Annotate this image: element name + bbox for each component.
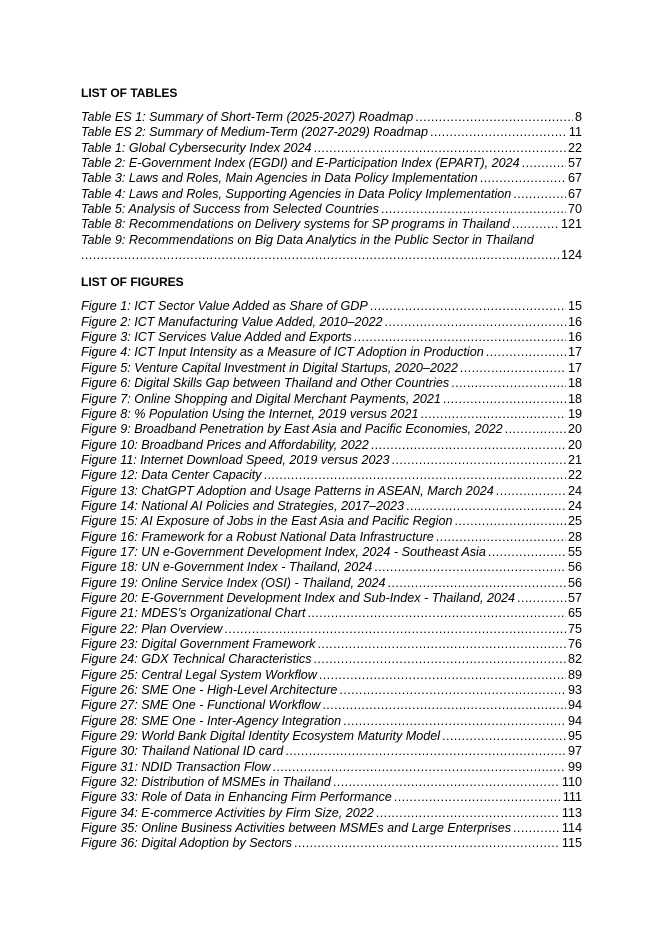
toc-entry-page: 11 <box>568 125 582 140</box>
toc-entry-title: Figure 13: ChatGPT Adoption and Usage Patterns in ASEAN, March 2024 <box>81 483 494 498</box>
dot-leader <box>513 187 566 202</box>
dot-leader <box>496 484 566 499</box>
dot-leader <box>376 806 560 821</box>
dot-leader <box>415 110 573 125</box>
toc-entry-page: 56 <box>567 575 582 590</box>
toc-entry-title: Figure 28: SME One - Inter-Agency Integration <box>81 713 342 728</box>
toc-entry-page: 111 <box>562 790 582 805</box>
toc-entry-page: 93 <box>567 683 582 698</box>
list-of-tables-heading: LIST OF TABLES <box>81 86 178 100</box>
dot-leader <box>505 422 566 437</box>
toc-entry-page: 76 <box>567 637 582 651</box>
dot-leader <box>406 499 566 514</box>
dot-leader <box>455 514 566 529</box>
toc-entry-title: Figure 29: World Bank Digital Identity Ecosystem Maturity Model <box>81 729 441 744</box>
toc-entry-title: Figure 25: Central Legal System Workflow <box>81 667 317 682</box>
toc-entry-title: Table ES 1: Summary of Short-Term (2025-2027) Roadmap <box>81 110 414 124</box>
dot-leader <box>522 156 566 171</box>
toc-entry[interactable] <box>81 499 582 514</box>
toc-entry-page: 28 <box>567 529 582 544</box>
toc-entry[interactable] <box>81 668 582 683</box>
toc-entry-page: 21 <box>567 452 582 467</box>
toc-entry-page: 67 <box>567 186 582 201</box>
toc-entry-title: Table 4: Laws and Roles, Supporting Agencies in Data Policy Implementation <box>81 186 512 201</box>
toc-entry-page: 97 <box>567 744 582 759</box>
toc-entry-page: 57 <box>567 156 582 171</box>
toc-entry-title: Figure 23: Digital Government Framework <box>81 637 316 651</box>
dot-leader <box>314 141 566 156</box>
dot-leader <box>442 729 566 744</box>
toc-entry-title: Figure 12: Data Center Capacity <box>81 468 262 483</box>
dot-leader <box>307 606 566 621</box>
dot-leader <box>343 714 566 729</box>
toc-entry[interactable] <box>81 652 582 667</box>
document-page <box>81 86 582 852</box>
toc-entry-page: 19 <box>567 406 582 421</box>
toc-entry-title: Figure 30: Thailand National ID card <box>81 744 284 759</box>
dot-leader <box>385 315 566 330</box>
toc-entry-leader-line <box>81 248 582 263</box>
toc-entry-title: Figure 7: Online Shopping and Digital Merchant Payments, 2021 <box>81 391 441 406</box>
dot-leader <box>480 171 566 186</box>
toc-entry[interactable] <box>81 422 582 437</box>
toc-entry[interactable] <box>81 683 582 698</box>
toc-entry-title: Figure 2: ICT Manufacturing Value Added, 2010–2022 <box>81 314 383 329</box>
toc-entry-title: Figure 32: Distribution of MSMEs in Thailand <box>81 775 331 790</box>
toc-entry-title: Figure 26: SME One - High-Level Architecture <box>81 683 338 698</box>
toc-entry-page: 8 <box>574 110 582 124</box>
toc-entry[interactable] <box>81 233 582 264</box>
dot-leader <box>319 668 566 683</box>
toc-entry-title: Figure 1: ICT Sector Value Added as Share of GDP <box>81 299 368 314</box>
toc-entry-page: 24 <box>567 498 582 513</box>
toc-entry-page: 18 <box>567 376 582 391</box>
toc-entry[interactable] <box>81 729 582 744</box>
toc-entry-title: Table 8: Recommendations on Delivery systems for SP programs in Thailand <box>81 217 510 232</box>
dot-leader <box>374 560 566 575</box>
toc-entry[interactable] <box>81 836 582 851</box>
toc-entry[interactable] <box>81 141 582 156</box>
toc-entry[interactable] <box>81 698 582 713</box>
dot-leader <box>513 821 560 836</box>
dot-leader <box>420 407 566 422</box>
toc-entry[interactable] <box>81 560 582 575</box>
toc-entry[interactable] <box>81 361 582 376</box>
toc-entry-page: 110 <box>561 775 582 790</box>
toc-entry-page: 94 <box>567 713 582 728</box>
toc-entry[interactable] <box>81 438 582 453</box>
toc-entry[interactable] <box>81 530 582 545</box>
toc-entry[interactable] <box>81 407 582 422</box>
toc-entry-page: 57 <box>567 590 582 605</box>
dot-leader <box>354 330 566 345</box>
toc-entry[interactable] <box>81 392 582 407</box>
dot-leader <box>443 392 566 407</box>
toc-entry[interactable] <box>81 187 582 202</box>
toc-entry[interactable] <box>81 125 582 140</box>
toc-entry-title: Figure 33: Role of Data in Enhancing Firm Performance <box>81 790 392 805</box>
toc-entry[interactable] <box>81 606 582 621</box>
toc-entry-page: 17 <box>567 360 582 375</box>
dot-leader <box>436 530 566 545</box>
toc-entry-page: 65 <box>567 606 582 621</box>
dot-leader <box>294 836 560 851</box>
dot-leader <box>333 775 560 790</box>
toc-entry-title: Figure 35: Online Business Activities between MSMEs and Large Enterprises <box>81 821 512 836</box>
toc-entry[interactable] <box>81 545 582 560</box>
toc-entry-title: Figure 18: UN e-Government Index - Thailand, 2024 <box>81 560 373 575</box>
toc-entry-title: Figure 3: ICT Services Value Added and Exports <box>81 330 352 345</box>
toc-entry[interactable] <box>81 576 582 591</box>
dot-leader <box>314 652 566 667</box>
toc-entry-page: 70 <box>567 202 582 217</box>
toc-entry[interactable] <box>81 453 582 468</box>
toc-entry-page: 16 <box>567 314 582 329</box>
dot-leader <box>451 376 566 391</box>
toc-entry-page: 22 <box>567 468 582 483</box>
toc-entry[interactable] <box>81 217 582 232</box>
dot-leader <box>460 361 566 376</box>
toc-entry-page: 17 <box>567 345 582 360</box>
toc-entry[interactable] <box>81 821 582 836</box>
dot-leader <box>285 744 566 759</box>
toc-entry-title: Figure 4: ICT Input Intensity as a Measure of ICT Adoption in Production <box>81 345 484 360</box>
toc-entry-page: 94 <box>567 698 582 713</box>
toc-entry[interactable] <box>81 637 582 652</box>
dot-leader <box>486 345 566 360</box>
dot-leader <box>322 698 566 713</box>
dot-leader <box>517 591 566 606</box>
toc-entry-title: Figure 22: Plan Overview <box>81 621 223 636</box>
toc-entry-page: 56 <box>567 560 582 575</box>
toc-entry-title: Figure 21: MDES’s Organizational Chart <box>81 606 306 621</box>
dot-leader <box>264 468 566 483</box>
toc-entry-page: 20 <box>567 437 582 452</box>
list-of-tables <box>81 110 582 263</box>
toc-entry-title: Figure 27: SME One - Functional Workflow <box>81 698 321 713</box>
toc-entry[interactable] <box>81 171 582 186</box>
toc-entry[interactable] <box>81 110 582 125</box>
toc-entry[interactable] <box>81 315 582 330</box>
dot-leader <box>394 790 561 805</box>
toc-entry-title: Table 9: Recommendations on Big Data Analytics in the Public Sector in Thailand <box>81 232 534 247</box>
toc-entry-title: Figure 19: Online Service Index (OSI) - Thailand, 2024 <box>81 575 386 590</box>
toc-entry-page: 20 <box>567 422 582 437</box>
dot-leader <box>272 760 566 775</box>
toc-entry-title: Figure 34: E-commerce Activities by Firm Size, 2022 <box>81 805 374 820</box>
toc-entry-page: 16 <box>567 330 582 345</box>
toc-entry-title: Figure 16: Framework for a Robust National Data Infrastructure <box>81 529 434 544</box>
toc-entry[interactable] <box>81 330 582 345</box>
toc-entry-page: 124 <box>560 248 582 263</box>
toc-entry-page: 95 <box>567 729 582 744</box>
toc-entry-title: Figure 10: Broadband Prices and Affordability, 2022 <box>81 437 369 452</box>
toc-entry-page: 113 <box>561 805 582 820</box>
toc-entry[interactable] <box>81 790 582 805</box>
toc-entry-page: 18 <box>567 391 582 406</box>
toc-entry[interactable] <box>81 484 582 499</box>
list-of-figures-heading: LIST OF FIGURES <box>81 275 184 290</box>
toc-entry-page: 22 <box>567 140 582 155</box>
toc-entry-title: Figure 15: AI Exposure of Jobs in the East Asia and Pacific Region <box>81 514 453 529</box>
toc-entry-title: Table 5: Analysis of Success from Selected Countries <box>81 202 379 217</box>
dot-leader <box>317 637 566 652</box>
toc-entry-page: 25 <box>567 514 582 529</box>
dot-leader <box>512 217 559 232</box>
toc-entry-title: Figure 9: Broadband Penetration by East Asia and Pacific Economies, 2022 <box>81 422 503 437</box>
toc-entry-title: Table 3: Laws and Roles, Main Agencies in Data Policy Implementation <box>81 171 478 186</box>
toc-entry[interactable] <box>81 468 582 483</box>
toc-entry-page: 99 <box>567 759 582 774</box>
toc-entry-title: Figure 14: National AI Policies and Strategies, 2017–2023 <box>81 498 404 513</box>
toc-entry-title: Figure 11: Internet Download Speed, 2019 versus 2023 <box>81 452 390 467</box>
toc-entry-title: Figure 24: GDX Technical Characteristics <box>81 652 312 667</box>
toc-entry-page: 15 <box>567 299 582 314</box>
toc-entry-page: 89 <box>567 667 582 682</box>
toc-entry[interactable] <box>81 591 582 606</box>
toc-entry[interactable] <box>81 622 582 637</box>
toc-entry-title: Table 1: Global Cybersecurity Index 2024 <box>81 140 312 155</box>
toc-entry-page: 115 <box>561 836 582 851</box>
toc-entry-title: Figure 20: E-Government Development Index and Sub-Index - Thailand, 2024 <box>81 590 516 605</box>
toc-entry[interactable] <box>81 514 582 529</box>
toc-entry[interactable] <box>81 775 582 790</box>
toc-entry-title: Figure 31: NDID Transaction Flow <box>81 759 271 774</box>
dot-leader <box>488 545 566 560</box>
toc-entry-page: 24 <box>567 483 582 498</box>
dot-leader <box>381 202 566 217</box>
dot-leader <box>224 622 566 637</box>
toc-entry-title: Figure 17: UN e-Government Development Index, 2024 - Southeast Asia <box>81 544 486 559</box>
dot-leader <box>371 438 566 453</box>
toc-entry-page: 121 <box>560 217 582 232</box>
toc-entry-page: 55 <box>567 544 582 559</box>
toc-entry-title: Table 2: E-Government Index (EGDI) and E-Participation Index (EPART), 2024 <box>81 156 520 171</box>
toc-entry[interactable] <box>81 299 582 314</box>
dot-leader <box>388 576 566 591</box>
toc-entry[interactable] <box>81 714 582 729</box>
dot-leader <box>370 299 566 314</box>
toc-entry-title: Table ES 2: Summary of Medium-Term (2027-2029) Roadmap <box>81 125 428 140</box>
toc-entry-title: Figure 5: Venture Capital Investment in Digital Startups, 2020–2022 <box>81 360 458 375</box>
toc-entry[interactable] <box>81 202 582 217</box>
list-of-figures <box>81 299 582 851</box>
toc-entry[interactable] <box>81 376 582 391</box>
toc-entry-title: Figure 8: % Population Using the Internet, 2019 versus 2021 <box>81 406 419 421</box>
toc-entry-page: 67 <box>567 171 582 186</box>
toc-entry[interactable] <box>81 345 582 360</box>
toc-entry-page: 82 <box>567 652 582 667</box>
toc-entry[interactable] <box>81 156 582 171</box>
toc-entry-title: Figure 36: Digital Adoption by Sectors <box>81 836 292 851</box>
toc-entry-title: Figure 6: Digital Skills Gap between Thailand and Other Countries <box>81 376 450 391</box>
toc-entry[interactable] <box>81 806 582 821</box>
dot-leader <box>81 248 559 263</box>
dot-leader <box>339 683 566 698</box>
toc-entry[interactable] <box>81 744 582 759</box>
toc-entry-page: 75 <box>567 621 582 636</box>
dot-leader <box>430 125 567 140</box>
toc-entry-page: 114 <box>561 821 582 836</box>
toc-entry[interactable] <box>81 760 582 775</box>
dot-leader <box>392 453 566 468</box>
